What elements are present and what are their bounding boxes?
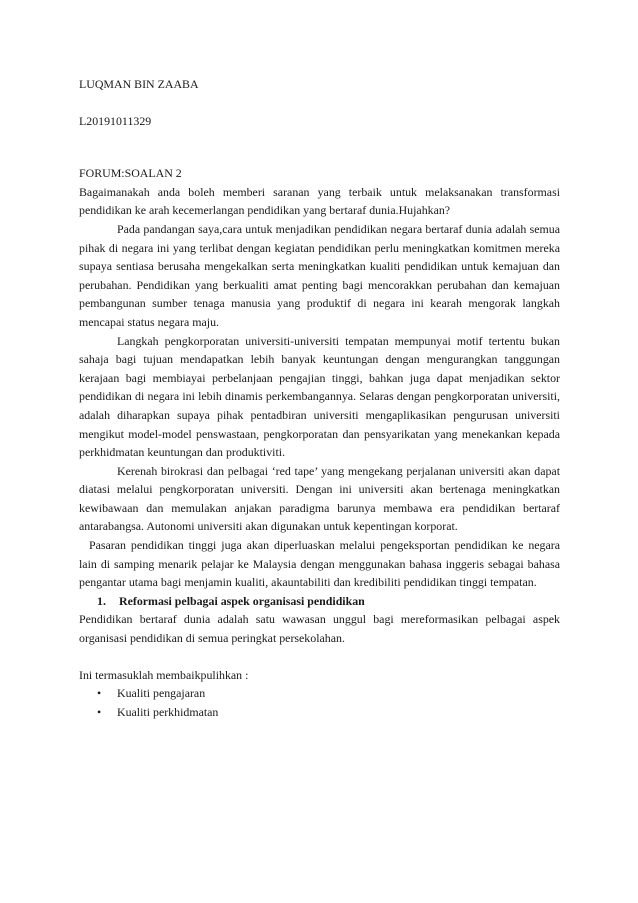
paragraph-2: Langkah pengkorporatan universiti-universiti tempatan mempunyai motif tertentu bukan sahaja bagi tujuan mendapatkan lebih banyak keuntungan dengan mengurangkan tanggungan kerajaan bagi membiayai perbelanjaan pengajian tinggi, bahkan juga dapat menjadikan sektor pendidikan di negara ini lebih dinamis perkembangannya. Selaras dengan pengkorporatan universiti, adalah diharapkan supaya pihak pentadbiran universiti mengaplikasikan pengurusan universiti mengikut model-model penswastaan, pengkorporatan dan pensyarikatan yang menekankan kepada perkhidmatan keuntungan dan produktiviti. [79, 333, 560, 460]
section-heading [79, 592, 560, 611]
document-page [79, 75, 560, 721]
bullet-icon: • [97, 704, 102, 719]
list-item [79, 684, 560, 703]
bullet-icon: • [97, 686, 102, 701]
paragraph-4: Pasaran pendidikan tinggi juga akan diperluaskan melalui pengeksportan pendidikan ke negara lain di samping menarik pelajar ke Malaysia dengan menggunakan bahasa inggeris sebagai bahasa pengantar utama bagi menjamin kualiti, akauntabiliti dan kredibiliti pendidikan tinggi tempatan. [79, 538, 560, 590]
list-intro: Ini termasuklah membaikpulihkan : [79, 667, 249, 682]
forum-title: FORUM:SOALAN 2 [79, 166, 182, 181]
section-title: Reformasi pelbagai aspek organisasi pendidikan [119, 593, 365, 608]
student-id: L20191011329 [79, 113, 152, 128]
list-item-text: Kualiti perkhidmatan [117, 704, 219, 719]
list-item-text: Kualiti pengajaran [117, 686, 206, 701]
question-text: Bagaimanakah anda boleh memberi saranan yang terbaik untuk melaksanakan transformasi pendidikan ke arah kecemerlangan pendidikan yang bertaraf dunia.Hujahkan? [79, 184, 560, 218]
paragraph-3: Kerenah birokrasi dan pelbagai ‘red tape’ yang mengekang perjalanan universiti akan dapat diatasi melalui pengkorporatan universiti. Dengan ini universiti akan bertenaga meningkatkan kewibawaan dan memulakan anjakan paradigma barunya membawa era pendidikan bertaraf antarabangsa. Autonomi universiti akan digunakan untuk kepentingan korporat. [79, 463, 560, 534]
author-name: LUQMAN BIN ZAABA [79, 77, 199, 91]
section-number: 1. [97, 593, 106, 608]
list-item [79, 703, 560, 722]
paragraph-1: Pada pandangan saya,cara untuk menjadikan pendidikan negara bertaraf dunia adalah semua pihak di negara ini yang terlibat dengan kegiatan pendidikan perlu meningkatkan komitmen mereka supaya sentiasa berusaha mengekalkan serta meningkatkan kualiti pendidikan untuk kemajuan dan perubahan. Pendidikan yang berkualiti amat penting bagi mencorakkan perubahan dan kemajuan pembangunan sumber tenaga manusia yang produktif di negara ini kearah mengorak langkah mencapai status negara maju. [79, 221, 560, 329]
section-body: Pendidikan bertaraf dunia adalah satu wawasan unggul bagi mereformasikan pelbagai aspek organisasi pendidikan di semua peringkat persekolahan. [79, 612, 560, 646]
bullet-list [79, 684, 560, 721]
